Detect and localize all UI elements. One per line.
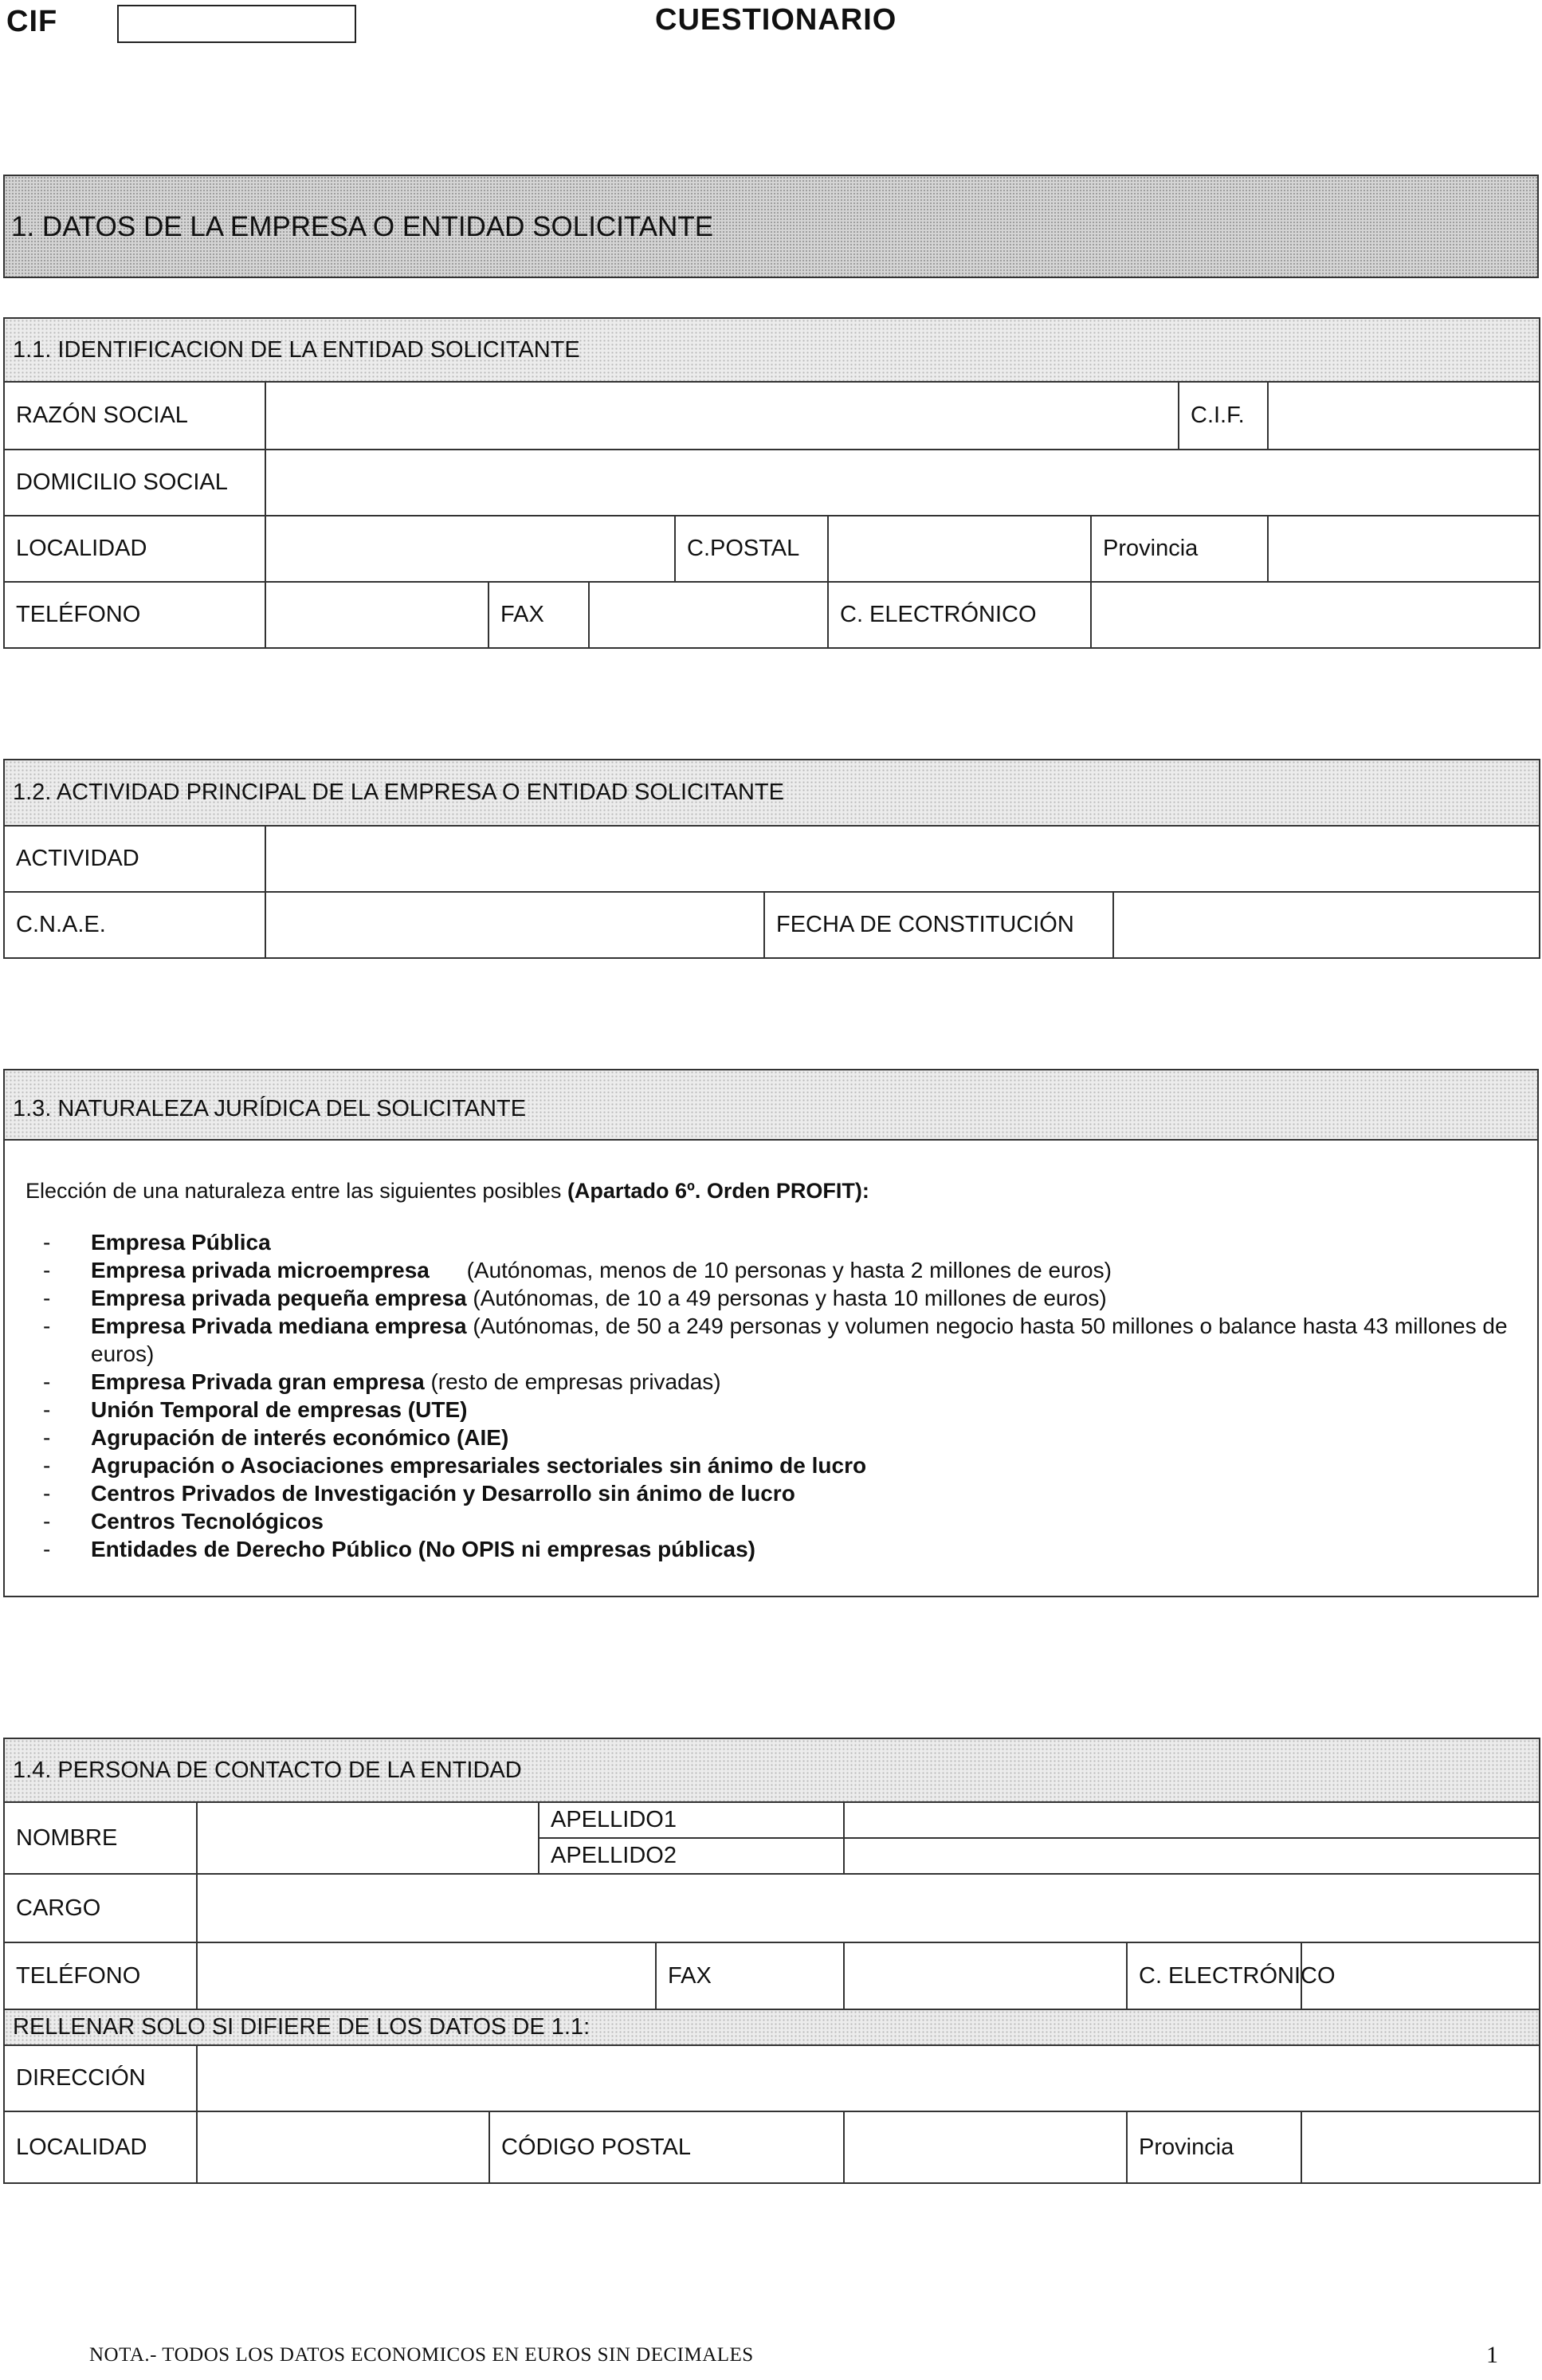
cnae-label: C.N.A.E. <box>4 892 265 958</box>
naturaleza-option[interactable] <box>43 1228 1525 1256</box>
contacto-correo-field[interactable] <box>1301 1942 1540 2009</box>
list-dash: - <box>43 1425 51 1450</box>
naturaleza-option[interactable] <box>43 1396 1525 1424</box>
s14-title: 1.4. PERSONA DE CONTACTO DE LA ENTIDAD <box>4 1738 1540 1802</box>
contacto-fax-label: FAX <box>656 1942 844 2009</box>
list-dash: - <box>43 1397 51 1422</box>
rellenar-note: RELLENAR SOLO SI DIFIERE DE LOS DATOS DE 1.1: <box>4 2009 1540 2045</box>
option-name: Centros Tecnológicos <box>91 1509 324 1534</box>
option-name: Agrupación o Asociaciones empresariales sectoriales sin ánimo de lucro <box>91 1453 867 1478</box>
fax-label: FAX <box>488 582 589 648</box>
correo-field[interactable] <box>1091 582 1540 648</box>
s13-title: 1.3. NATURALEZA JURÍDICA DEL SOLICITANTE <box>5 1070 1537 1141</box>
naturaleza-option[interactable] <box>43 1256 1525 1284</box>
naturaleza-option[interactable] <box>43 1479 1525 1507</box>
apellido2-field[interactable] <box>844 1838 1540 1874</box>
page-title: CUESTIONARIO <box>655 3 897 37</box>
option-detail: (Autónomas, de 10 a 49 personas y hasta 10 millones de euros) <box>466 1286 1107 1310</box>
section-1-header <box>3 175 1539 278</box>
cif-field[interactable] <box>1268 382 1540 450</box>
contacto-telefono-label: TELÉFONO <box>4 1942 197 2009</box>
list-dash: - <box>43 1369 51 1394</box>
telefono-label: TELÉFONO <box>4 582 265 648</box>
naturaleza-options-list <box>43 1228 1525 1563</box>
cpostal-field[interactable] <box>828 516 1091 582</box>
naturaleza-option[interactable] <box>43 1535 1525 1563</box>
list-dash: - <box>43 1509 51 1534</box>
naturaleza-option[interactable] <box>43 1424 1525 1451</box>
contacto-provincia-label: Provincia <box>1127 2111 1301 2183</box>
nombre-label: NOMBRE <box>4 1802 197 1874</box>
s12-title: 1.2. ACTIVIDAD PRINCIPAL DE LA EMPRESA O ENTIDAD SOLICITANTE <box>4 760 1540 826</box>
option-name: Empresa privada microempresa <box>91 1258 430 1282</box>
provincia-label: Provincia <box>1091 516 1268 582</box>
option-detail: (resto de empresas privadas) <box>424 1369 721 1394</box>
localidad-label: LOCALIDAD <box>4 516 265 582</box>
option-name: Empresa privada pequeña empresa <box>91 1286 467 1310</box>
option-name: Agrupación de interés económico (AIE) <box>91 1425 509 1450</box>
option-name: Empresa Pública <box>91 1230 271 1255</box>
apellido1-field[interactable] <box>844 1802 1540 1838</box>
naturaleza-intro <box>26 1179 869 1204</box>
naturaleza-option[interactable] <box>43 1312 1525 1368</box>
cnae-field[interactable] <box>265 892 764 958</box>
option-detail: (Autónomas, menos de 10 personas y hasta 2 millones de euros) <box>429 1258 1112 1282</box>
list-dash: - <box>43 1537 51 1561</box>
intro-text: Elección de una naturaleza entre las siguientes posibles <box>26 1179 567 1203</box>
cargo-field[interactable] <box>197 1874 1540 1942</box>
option-name: Entidades de Derecho Público (No OPIS ni empresas públicas) <box>91 1537 755 1561</box>
fecha-field[interactable] <box>1113 892 1540 958</box>
contacto-localidad-label: LOCALIDAD <box>4 2111 197 2183</box>
razon-social-label: RAZÓN SOCIAL <box>4 382 265 450</box>
apellido1-label: APELLIDO1 <box>539 1802 844 1838</box>
actividad-label: ACTIVIDAD <box>4 826 265 892</box>
naturaleza-option[interactable] <box>43 1451 1525 1479</box>
domicilio-field[interactable] <box>265 450 1540 516</box>
list-dash: - <box>43 1314 51 1338</box>
option-name: Centros Privados de Investigación y Desarrollo sin ánimo de lucro <box>91 1481 795 1506</box>
option-detail: (Autónomas, de 50 a 249 personas y volumen negocio hasta 50 millones o balance hasta 43 millones de euros) <box>91 1314 1514 1366</box>
nombre-field[interactable] <box>197 1802 539 1874</box>
apellido2-label: APELLIDO2 <box>539 1838 844 1874</box>
direccion-field[interactable] <box>197 2045 1540 2111</box>
cargo-label: CARGO <box>4 1874 197 1942</box>
actividad-field[interactable] <box>265 826 1540 892</box>
cif-input[interactable] <box>117 5 356 43</box>
codigo-postal-field[interactable] <box>844 2111 1127 2183</box>
cif-label-cell: C.I.F. <box>1179 382 1268 450</box>
localidad-field[interactable] <box>265 516 675 582</box>
list-dash: - <box>43 1286 51 1310</box>
option-name: Empresa Privada mediana empresa <box>91 1314 467 1338</box>
naturaleza-option[interactable] <box>43 1507 1525 1535</box>
codigo-postal-label: CÓDIGO POSTAL <box>489 2111 844 2183</box>
option-name: Unión Temporal de empresas (UTE) <box>91 1397 468 1422</box>
section-1-title: 1. DATOS DE LA EMPRESA O ENTIDAD SOLICITANTE <box>11 211 714 242</box>
option-name: Empresa Privada gran empresa <box>91 1369 425 1394</box>
cpostal-label: C.POSTAL <box>675 516 828 582</box>
naturaleza-option[interactable] <box>43 1284 1525 1312</box>
cif-label: CIF <box>6 5 58 38</box>
fecha-label: FECHA DE CONSTITUCIÓN <box>764 892 1113 958</box>
list-dash: - <box>43 1453 51 1478</box>
naturaleza-box <box>3 1069 1539 1597</box>
list-dash: - <box>43 1258 51 1282</box>
naturaleza-option[interactable] <box>43 1368 1525 1396</box>
contacto-fax-field[interactable] <box>844 1942 1127 2009</box>
provincia-field[interactable] <box>1268 516 1540 582</box>
fax-field[interactable] <box>589 582 828 648</box>
list-dash: - <box>43 1481 51 1506</box>
telefono-field[interactable] <box>265 582 488 648</box>
s11-title: 1.1. IDENTIFICACION DE LA ENTIDAD SOLICITANTE <box>4 318 1540 382</box>
correo-label: C. ELECTRÓNICO <box>828 582 1091 648</box>
list-dash: - <box>43 1230 51 1255</box>
contacto-correo-label: C. ELECTRÓNICO <box>1127 1942 1301 2009</box>
razon-social-field[interactable] <box>265 382 1179 450</box>
page-number: 1 <box>1486 2342 1498 2368</box>
contacto-telefono-field[interactable] <box>197 1942 656 2009</box>
contacto-table <box>3 1738 1540 2184</box>
footer-note: NOTA.- TODOS LOS DATOS ECONOMICOS EN EUROS SIN DECIMALES <box>89 2344 754 2366</box>
intro-ref: (Apartado 6º. Orden PROFIT): <box>567 1179 869 1203</box>
contacto-localidad-field[interactable] <box>197 2111 489 2183</box>
actividad-table <box>3 759 1540 959</box>
domicilio-label: DOMICILIO SOCIAL <box>4 450 265 516</box>
direccion-label: DIRECCIÓN <box>4 2045 197 2111</box>
contacto-provincia-field[interactable] <box>1301 2111 1540 2183</box>
identificacion-table <box>3 317 1540 649</box>
